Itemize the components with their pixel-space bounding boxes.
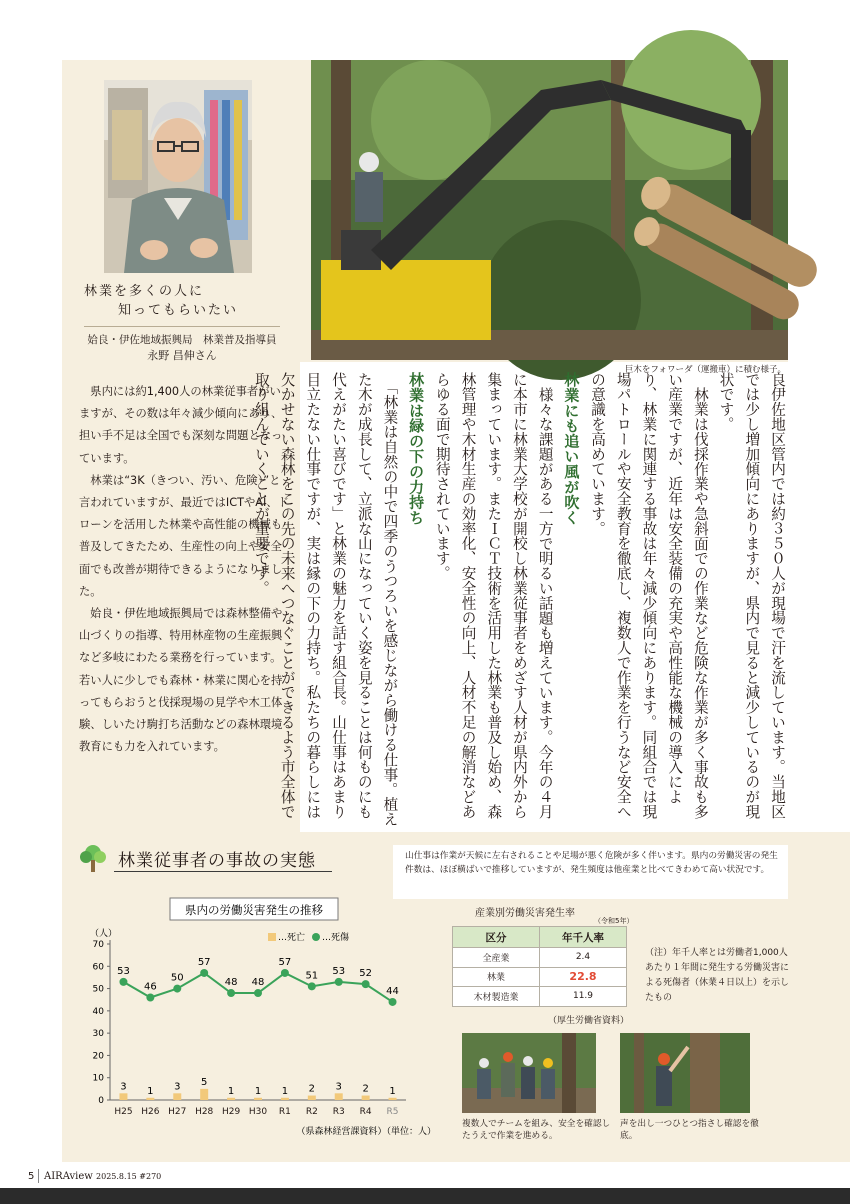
- bar-death: [254, 1098, 262, 1100]
- bar-death-label: 1: [254, 1085, 262, 1097]
- page-number: 5: [28, 1171, 35, 1182]
- profile-caption: [84, 282, 280, 364]
- footer-divider: [38, 1169, 39, 1183]
- bar-death: [335, 1093, 343, 1100]
- rate-table-header-rate: 年千人率: [540, 927, 627, 948]
- x-tick-label: H26: [141, 1107, 160, 1117]
- vertical-paragraph-2: 林業は伐採作業や急斜面での作業など危険な作業が多く事故も多い産業ですが、近年は安全装備の充実や高性能な機械の導入により、林業に関連する事故は年々減少傾向にあります。同組合では現場パトロールや安全教育を徹底し、複数人で作業を行うなど安全への意識を高めています。: [589, 372, 709, 820]
- point-casualty: [227, 989, 235, 997]
- table-cell-rate-highlight: 22.8: [540, 967, 627, 987]
- y-tick-label: 10: [92, 1073, 104, 1084]
- rate-table-source: （厚生労働省資料）: [548, 1016, 630, 1026]
- point-casualty-label: 57: [197, 956, 211, 968]
- bar-death: [281, 1098, 289, 1100]
- vertical-article: [252, 372, 790, 832]
- section-title-underline: [114, 871, 332, 872]
- point-casualty: [335, 978, 343, 986]
- bar-death: [200, 1089, 208, 1100]
- x-tick-label: R5: [386, 1107, 399, 1117]
- point-casualty-label: 50: [170, 972, 184, 984]
- bar-death-label: 3: [174, 1081, 181, 1093]
- point-casualty-label: 48: [251, 977, 265, 989]
- team-work-caption: 複数人でチームを組み、安全を確認したうえで作業を進める。: [462, 1119, 611, 1141]
- chart-y-unit: （人）: [90, 929, 118, 939]
- vertical-paragraph-1: 良伊佐地区管内では約３５０人が現場で汗を流しています。当地区では少し増加傾向にありますが、県内で見ると減少しているのが現状です。: [717, 372, 786, 819]
- x-tick-label: R1: [278, 1107, 291, 1117]
- y-tick-label: 0: [98, 1096, 104, 1106]
- x-tick-label: R3: [332, 1107, 345, 1117]
- point-casualty: [308, 982, 316, 990]
- table-row: [453, 967, 627, 987]
- point-casualty-label: 52: [359, 968, 373, 980]
- point-casualty: [281, 969, 289, 977]
- bar-death-label: 5: [200, 1076, 208, 1088]
- section-title-text: 林業従事者の事故の実態: [118, 851, 316, 871]
- legend-swatch-death: [268, 933, 276, 941]
- point-casualty: [362, 980, 370, 988]
- tree-icon: [78, 842, 108, 874]
- tagline-line-1: 林業を多くの人に: [84, 284, 205, 299]
- point-casualty: [389, 998, 397, 1006]
- table-cell-category: 林業: [453, 967, 540, 987]
- point-casualty: [173, 985, 181, 993]
- y-tick-label: 60: [92, 962, 104, 973]
- accident-note: 山仕事は作業が天候に左右されることや足場が悪く危険が多く伴います。県内の労働災害の発生件数は、ほぼ横ばいで推移していますが、発生頻度は他産業と比べてきわめて高い状況です。: [393, 845, 788, 899]
- caption-divider: [84, 326, 280, 327]
- rate-table-note: （注）年千人率とは労働者1,000人あたり１年間に発生する労働災害による死傷者（休業４日以上）を示したもの: [645, 948, 790, 1003]
- tagline-line-2: 知ってもらいたい: [118, 303, 239, 318]
- y-tick-label: 70: [92, 940, 104, 950]
- point-casualty: [200, 969, 208, 977]
- legend-swatch-casualty: [312, 933, 320, 941]
- section-title: [78, 842, 334, 874]
- point-casualty: [254, 989, 262, 997]
- y-tick-label: 20: [92, 1051, 104, 1062]
- bar-death-label: 3: [335, 1081, 342, 1093]
- rate-table-year: （令和5年）: [594, 917, 634, 925]
- bar-death-label: 1: [281, 1085, 289, 1097]
- point-casualty: [146, 993, 154, 1001]
- table-row: [453, 987, 627, 1007]
- x-tick-label: R2: [305, 1107, 318, 1117]
- rate-table-header-row: [453, 927, 627, 948]
- table-cell-rate: 2.4: [540, 948, 627, 968]
- chart-source: （県森林経営課資料）（単位：人）: [296, 1127, 436, 1137]
- vertical-paragraph-3: 様々な課題がある一方で明るい話題も増えています。今年の４月に本市に林業大学校が開校し林業従事者をめざす人材が県内外から集まっています。またＩＣＴ技術を活用した林業も普及し始め、森林管理や木材生産の効率化、安全性の向上、人材不足の解消などあらゆる面で期待されています。: [433, 372, 554, 820]
- pointing-check-caption: 声を出し一つひとつ指さし確認を徹底。: [620, 1119, 759, 1141]
- rate-table-header-category: 区分: [453, 927, 540, 948]
- vertical-heading-1: 林業にも追い風が吹く: [562, 372, 581, 525]
- y-tick-label: 30: [92, 1029, 104, 1040]
- left-paragraph-2: 林業は“3K（きつい、汚い、危険）”と言われていますが、最近ではICTやAI、ドローンを活用した林業や高性能の機械も普及してきたため、生産性の向上や安全面でも改善が期待できるようになりました。: [79, 473, 289, 598]
- profile-role: 姶良・伊佐地域振興局 林業普及指導員: [87, 334, 277, 346]
- bar-death: [227, 1098, 235, 1100]
- table-cell-rate: 11.9: [540, 987, 627, 1007]
- bar-death: [308, 1096, 316, 1100]
- portrait-photo: [104, 80, 252, 273]
- profile-name: 永野 昌伸さん: [147, 349, 217, 362]
- bottom-bar: [0, 1188, 850, 1204]
- point-casualty: [119, 978, 127, 986]
- bar-death-label: 3: [120, 1081, 127, 1093]
- x-tick-label: R4: [359, 1107, 372, 1117]
- bar-death: [389, 1098, 397, 1100]
- bar-death: [146, 1098, 154, 1100]
- bar-death: [173, 1093, 181, 1100]
- x-tick-label: H30: [248, 1107, 268, 1117]
- legend-label-casualty: …死傷: [322, 933, 350, 943]
- team-work-photo: [462, 1033, 596, 1113]
- table-row: [453, 948, 627, 968]
- y-tick-label: 40: [92, 1006, 104, 1017]
- table-cell-category: 全産業: [453, 948, 540, 968]
- rate-table: [452, 926, 627, 1007]
- left-paragraph-3: 姶良・伊佐地域振興局では森林整備や山づくりの指導、特用林産物の生産振興など多岐にわたる業務を行っています。若い人に少しでも森林・林業に関心を持ってもらおうと伐採現場の見学や木工体験、しいたけ駒打ち活動などの森林環境教育にも力を入れています。: [79, 607, 283, 754]
- y-tick-label: 50: [92, 984, 104, 995]
- chart-title-box: [170, 898, 338, 920]
- x-tick-label: H28: [195, 1107, 214, 1117]
- chart-title: 県内の労働災害発生の推移: [185, 903, 323, 917]
- vertical-paragraph-4: 「林業は自然の中で四季のうつろいを感じながら働ける仕事。植えた木が成長して、立派な山になっていく姿を見ることは何ものにも代えがたい喜びです」と林業の魅力を話す組合長。山仕事はあまり目立たない仕事ですが、実は縁の下の力持ち。私たちの暮らしには欠かせない森林をこの先の未来へつなぐことができるよう市全体で取り組んでいくことが重要です。: [252, 372, 399, 827]
- bar-death-label: 2: [308, 1083, 316, 1095]
- magazine-title: [44, 1171, 161, 1182]
- vertical-heading-2: 林業は緑の下の力持ち: [407, 372, 426, 525]
- x-tick-label: H25: [114, 1107, 133, 1117]
- chart-legend: [268, 931, 349, 943]
- point-casualty-label: 44: [386, 985, 399, 997]
- vertical-text-flow: [248, 372, 790, 832]
- magazine-name: AIRAview: [44, 1171, 93, 1182]
- forwarder-photo: [311, 60, 788, 360]
- point-casualty-label: 51: [305, 970, 319, 982]
- pointing-check-photo: [620, 1033, 750, 1113]
- bar-death-label: 2: [362, 1083, 369, 1095]
- bar-death-label: 1: [227, 1085, 235, 1097]
- point-casualty-label: 53: [117, 965, 130, 977]
- rate-table-title: 産業別労働災害発生率: [475, 908, 575, 919]
- accident-trend-chart: [76, 894, 446, 1139]
- table-cell-category: 木材製造業: [453, 987, 540, 1007]
- legend-label-death: …死亡: [278, 933, 306, 943]
- forwarder-photo-caption: 巨木をフォワーダ（運搬車）に積む様子。: [624, 365, 786, 375]
- bar-death-label: 1: [147, 1085, 154, 1097]
- x-tick-label: H27: [168, 1107, 187, 1117]
- magazine-issue: 2025.8.15 #270: [96, 1172, 162, 1181]
- x-tick-label: H29: [221, 1107, 241, 1117]
- point-casualty-label: 53: [332, 965, 346, 977]
- profile-tagline: [84, 282, 280, 320]
- bar-death: [119, 1093, 127, 1100]
- bar-death: [362, 1096, 370, 1100]
- point-casualty-label: 57: [278, 956, 292, 968]
- bar-death-label: 1: [389, 1085, 396, 1097]
- left-paragraph-1: 県内には約1,400人の林業従事者がいますが、その数は年々減少傾向にあり、担い手不足は全国でも深刻な問題となっています。: [79, 385, 283, 465]
- point-casualty-label: 46: [143, 981, 157, 993]
- point-casualty-label: 48: [224, 977, 238, 989]
